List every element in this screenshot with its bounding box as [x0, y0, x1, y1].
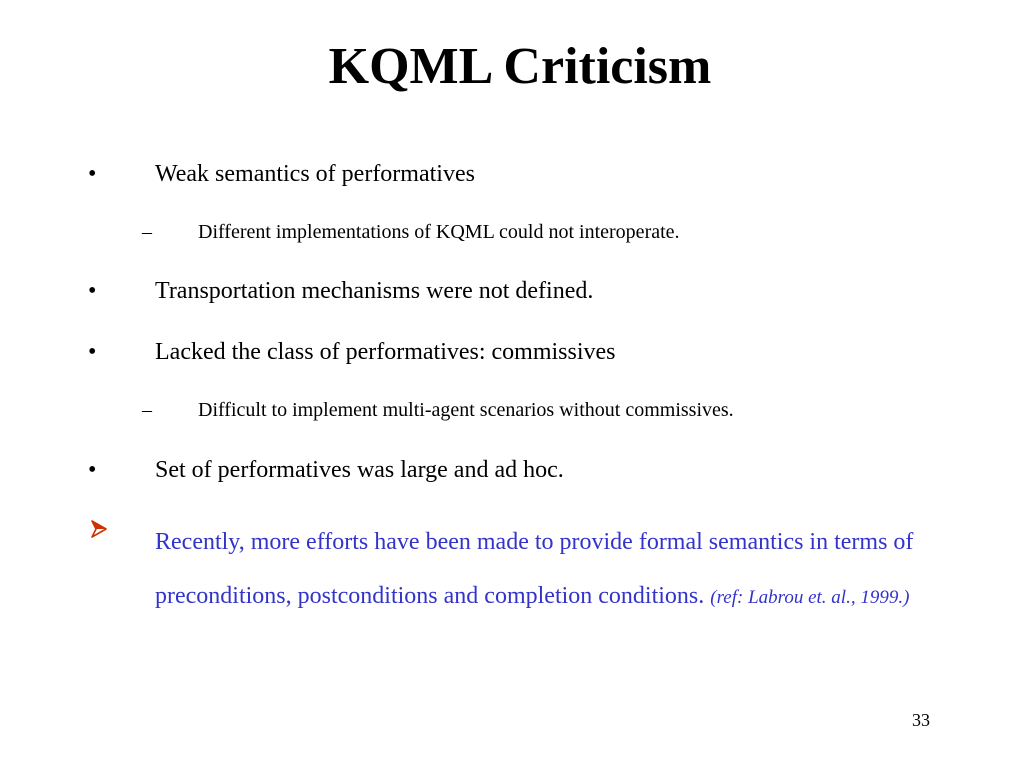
slide-title: KQML Criticism [328, 38, 712, 95]
reference-citation: (ref: Labrou et. al., 1999.) [710, 587, 910, 608]
sub-bullet-text: Difficult to implement multi-agent scenarios without commissives. [198, 399, 734, 421]
highlight-text [155, 515, 945, 625]
bullet-marker: • [88, 161, 97, 187]
dash-marker: – [142, 221, 152, 243]
dash-marker: – [142, 399, 152, 421]
sub-bullet-text: Different implementations of KQML could not interoperate. [198, 221, 680, 243]
bullet-text: Transportation mechanisms were not defined. [155, 278, 594, 304]
bullet-marker: • [88, 457, 97, 483]
bullet-marker: • [88, 339, 97, 365]
highlight-body: Recently, more efforts have been made to provide formal semantics in terms of preconditions, postconditions and completion conditions. [155, 529, 914, 609]
bullet-text: Lacked the class of performatives: commissives [155, 339, 616, 365]
bullet-marker: • [88, 278, 97, 304]
bullet-text: Weak semantics of performatives [155, 161, 475, 187]
arrow-right-icon [90, 520, 108, 538]
bullet-text: Set of performatives was large and ad hoc. [155, 457, 564, 483]
page-number: 33 [912, 710, 930, 730]
